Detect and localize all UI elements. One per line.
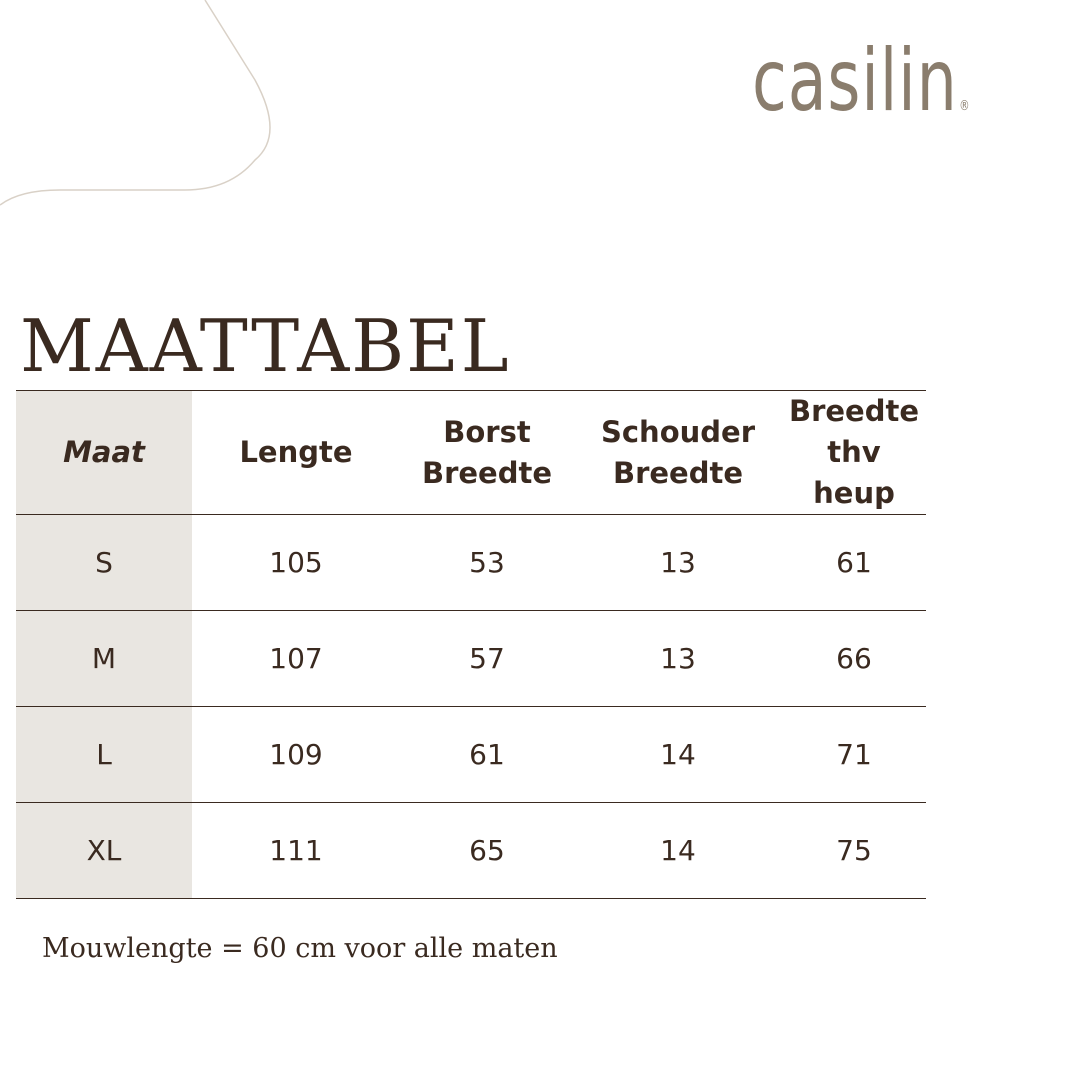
header-heup — [782, 391, 926, 515]
cell-borst: 53 — [400, 515, 574, 611]
cell-schouder: 14 — [574, 803, 782, 899]
cell-heup: 71 — [782, 707, 926, 803]
cell-maat: XL — [16, 803, 192, 899]
size-table — [16, 390, 926, 899]
table-row — [16, 803, 926, 899]
cell-schouder: 14 — [574, 707, 782, 803]
cell-lengte: 111 — [192, 803, 400, 899]
table-row — [16, 611, 926, 707]
header-schouder — [574, 391, 782, 515]
brand-logo — [752, 31, 971, 131]
page-title: MAATTABEL — [20, 304, 511, 389]
cell-heup: 61 — [782, 515, 926, 611]
cell-lengte: 107 — [192, 611, 400, 707]
cell-lengte: 105 — [192, 515, 400, 611]
header-borst — [400, 391, 574, 515]
header-maat — [16, 391, 192, 515]
cell-borst: 57 — [400, 611, 574, 707]
cell-maat: S — [16, 515, 192, 611]
header-borst-line1: Borst — [443, 414, 531, 449]
registered-mark: ® — [959, 98, 971, 114]
header-schouder-line1: Schouder — [600, 414, 756, 449]
sleeve-length-note: Mouwlengte = 60 cm voor alle maten — [42, 933, 558, 964]
cell-borst: 61 — [400, 707, 574, 803]
cell-maat: M — [16, 611, 192, 707]
cell-lengte: 109 — [192, 707, 400, 803]
cell-heup: 66 — [782, 611, 926, 707]
decorative-curve — [0, 0, 280, 220]
header-heup-line1: Breedte — [788, 394, 920, 428]
logo-text: casilin — [752, 31, 958, 131]
cell-maat: L — [16, 707, 192, 803]
cell-borst: 65 — [400, 803, 574, 899]
table-row — [16, 515, 926, 611]
table-header-row — [16, 391, 926, 515]
header-maat-label: Maat — [63, 435, 145, 469]
table-row — [16, 707, 926, 803]
header-lengte — [192, 391, 400, 515]
header-borst-line2: Breedte — [421, 455, 553, 490]
cell-schouder: 13 — [574, 515, 782, 611]
cell-heup: 75 — [782, 803, 926, 899]
cell-schouder: 13 — [574, 611, 782, 707]
header-heup-line2: thv heup — [813, 435, 895, 510]
header-schouder-line2: Breedte — [612, 455, 744, 490]
header-lengte-label: Lengte — [239, 435, 353, 469]
